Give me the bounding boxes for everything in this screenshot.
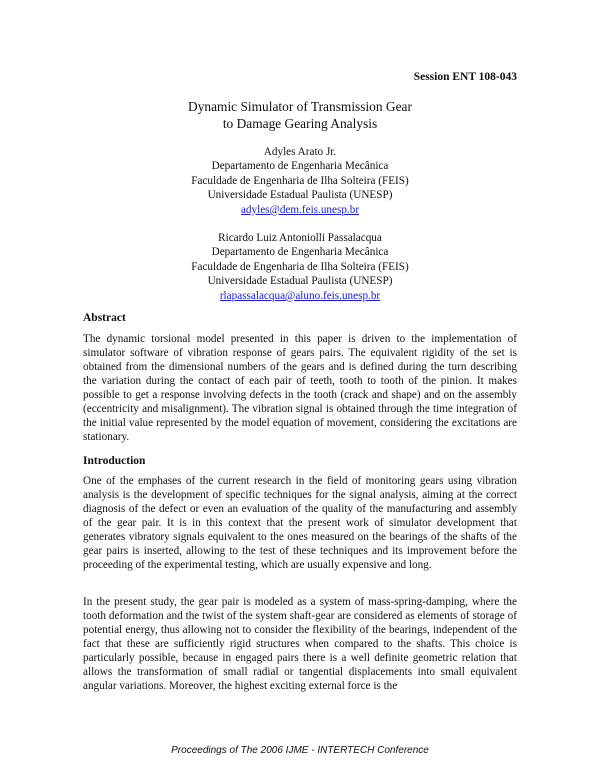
abstract-text: The dynamic torsional model presented in this paper is driven to the implementation of simulator software of vibration response of gears pairs. The equivalent rigidity of the set is obtained from the dimensional numbers of the gears and is defined during the turn describing the variation during the contact of each pair of teeth, tooth to tooth of the pinion. It makes possible to get a response involving defects in the tooth (crack and shape) and on the assembly (eccentricity and misalignment). The vibration signal is obtained through the time integration of the initial value represented by the model equation of movement, considering the excitations are stationary. bbox=[83, 333, 517, 443]
author-name: Adyles Arato Jr. bbox=[263, 146, 337, 158]
author-department: Departamento de Engenharia Mecânica bbox=[211, 246, 389, 259]
author-faculty: Faculdade de Engenharia de Ilha Solteira (FEIS) bbox=[191, 260, 409, 273]
author-faculty: Faculdade de Engenharia de Ilha Solteira (FEIS) bbox=[191, 174, 409, 187]
author-email-link[interactable]: adyles@dem.feis.unesp.br bbox=[240, 203, 360, 216]
author-block-1 bbox=[0, 145, 600, 217]
introduction-heading: Introduction bbox=[83, 455, 146, 467]
footer-text: Proceedings of The 2006 IJME - INTERTECH Conference bbox=[171, 745, 429, 756]
author-name: Ricardo Luiz Antoniolli Passalacqua bbox=[218, 232, 382, 244]
title-line-1: Dynamic Simulator of Transmission Gear bbox=[188, 99, 412, 114]
author-block-2 bbox=[0, 231, 600, 303]
abstract-heading: Abstract bbox=[83, 312, 126, 324]
session-label: Session ENT 108-043 bbox=[413, 71, 517, 83]
introduction-paragraph-2: In the present study, the gear pair is modeled as a system of mass-spring-damping, where the tooth deformation and the twist of the system shaft-gear are considered as elements of storage of potential energy, thus allowing not to consider the flexibility of the bearings, independent of the fact that these are sufficiently rigid structures when compared to the shafts. This choice is particularly possible, because in engaged pairs there is a well definite geometric relation that allows the transformation of small radial or tangential displacements into small equivalent angular variations. Moreover, the highest exciting external force is the bbox=[83, 596, 517, 692]
author-university: Universidade Estadual Paulista (UNESP) bbox=[207, 189, 393, 202]
author-university: Universidade Estadual Paulista (UNESP) bbox=[207, 275, 393, 288]
author-email-link[interactable]: rlapassalacqua@aluno.feis.unesp.br bbox=[219, 289, 381, 302]
author-department: Departamento de Engenharia Mecânica bbox=[211, 160, 389, 173]
introduction-paragraph-1: One of the emphases of the current research in the field of monitoring gears using vibration analysis is the development of specific techniques for the signal analysis, aiming at the correct diagnosis of the defect or even an evaluation of the quality of the manufacturing and assembly of the gear pair. It is in this context that the present work of simulator development that generates vibratory signals equivalent to the ones measured on the bearings of the shafts of the gear pairs is inserted, allowing to the test of these techniques and its improvement before the proceeding of the experimental testing, which are usually expensive and long. bbox=[83, 475, 517, 571]
paper-title bbox=[0, 98, 600, 132]
title-line-2: to Damage Gearing Analysis bbox=[222, 116, 378, 131]
